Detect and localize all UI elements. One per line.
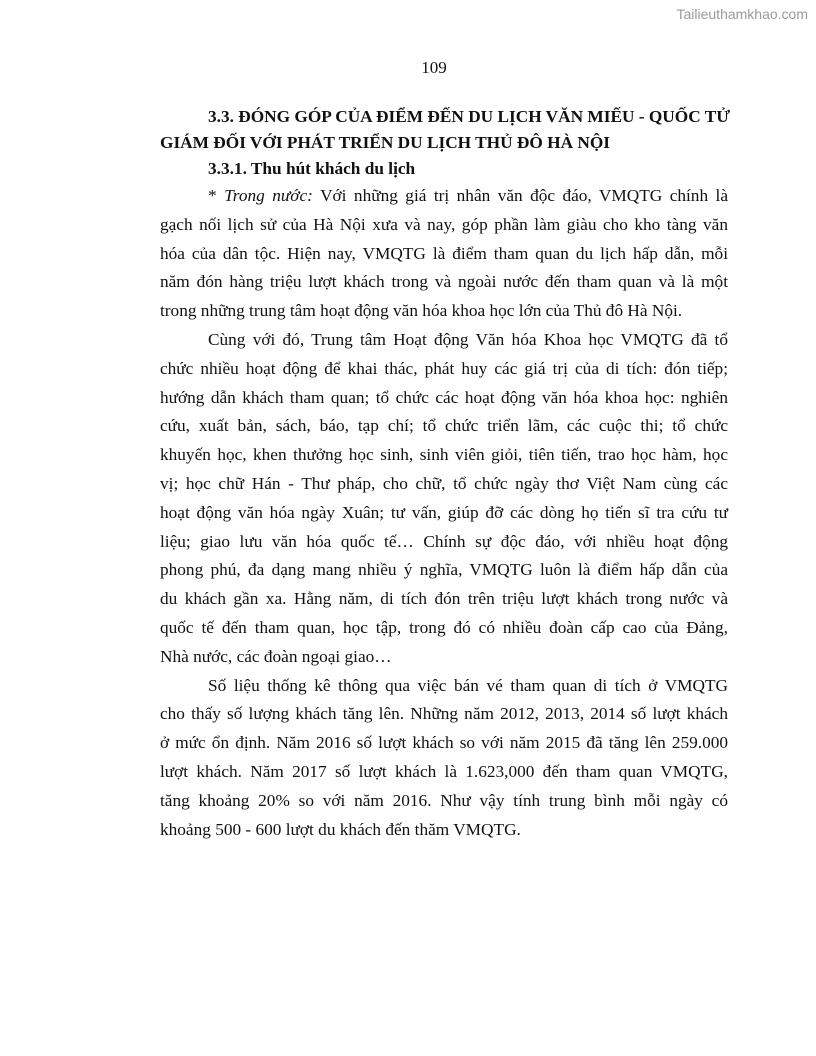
page-number: 109 — [421, 58, 447, 77]
paragraph-line: du khách gần xa. Hằng năm, di tích đón trên triệu lượt khách trong nước và — [160, 589, 728, 609]
paragraph-line: Số liệu thống kê thông qua việc bán vé tham quan di tích ở VMQTG — [208, 675, 728, 695]
lead-label: Trong nước: — [224, 186, 313, 205]
paragraph-line: cứu, xuất bản, sách, báo, tạp chí; tổ chức triển lãm, các cuộc thi; tổ chức — [160, 416, 728, 436]
paragraph-line: phong phú, đa dạng mang nhiều ý nghĩa, VMQTG luôn là điểm hấp dẫn của — [160, 560, 728, 580]
paragraph-line: hóa của dân tộc. Hiện nay, VMQTG là điểm tham quan du lịch hấp dẫn, mỗi — [160, 243, 728, 263]
paragraph-line: hoạt động văn hóa ngày Xuân; tư vấn, giúp đỡ các dòng họ tiến sĩ tra cứu tư — [160, 502, 728, 522]
line-text: Với những giá trị nhân văn độc đáo, VMQTG chính là — [320, 186, 729, 205]
paragraph-line: lượt khách. Năm 2017 số lượt khách là 1.623,000 đến tham quan VMQTG, — [160, 761, 728, 781]
paragraph-line: năm đón hàng triệu lượt khách trong và ngoài nước đến tham quan và là một — [160, 272, 728, 292]
paragraph-line: hướng dẫn khách tham quan; tổ chức các hoạt động văn hóa khoa học: nghiên — [160, 387, 728, 407]
paragraph-activities — [160, 326, 728, 672]
paragraph-line: liệu; giao lưu văn hóa quốc tế… Chính sự độc đáo, với nhiều hoạt động — [160, 531, 728, 551]
paragraph-line: * Trong nước: Với những giá trị nhân văn độc đáo, VMQTG chính là — [208, 186, 729, 205]
paragraph-line: cho thấy số lượng khách tăng lên. Những năm 2012, 2013, 2014 số lượt khách — [160, 704, 728, 724]
paragraph-line: gạch nối lịch sử của Hà Nội xưa và nay, góp phần làm giàu cho kho tàng văn — [160, 214, 728, 234]
paragraph-line: chức nhiều hoạt động để khai thác, phát huy các giá trị của di tích: đón tiếp; — [160, 358, 728, 378]
paragraph-line: tăng khoảng 20% so với năm 2016. Như vậy tính trung bình mỗi ngày có — [160, 790, 728, 810]
paragraph-line: khoảng 500 - 600 lượt du khách đến thăm VMQTG. — [160, 819, 521, 839]
paragraph-line: trong những trung tâm hoạt động văn hóa khoa học lớn của Thủ đô Hà Nội. — [160, 301, 683, 321]
paragraph-line: vị; học chữ Hán - Thư pháp, cho chữ, tổ chức ngày thơ Việt Nam cùng các — [160, 473, 728, 493]
paragraph-domestic — [160, 182, 728, 326]
paragraph-line: quốc tế đến tham quan, học tập, trong đó có nhiều đoàn cấp cao của Đảng, — [160, 617, 728, 637]
watermark: Tailieuthamkhao.com — [676, 6, 808, 22]
page-body — [160, 104, 728, 844]
paragraph-line: ở mức ổn định. Năm 2016 số lượt khách so với năm 2015 đã tăng lên 259.000 — [160, 733, 728, 753]
paragraph-statistics — [160, 672, 728, 845]
paragraph-line: Nhà nước, các đoàn ngoại giao… — [160, 646, 392, 666]
paragraph-line: Cùng với đó, Trung tâm Hoạt động Văn hóa Khoa học VMQTG đã tổ — [208, 329, 728, 349]
subsection-title: 3.3.1. Thu hút khách du lịch — [208, 159, 416, 178]
paragraph-line: khuyến học, khen thưởng học sinh, sinh viên giỏi, tiên tiến, trao học hàm, học — [160, 445, 728, 465]
section-title-line: 3.3. ĐÓNG GÓP CỦA ĐIỂM ĐẾN DU LỊCH VĂN MIẾU - QUỐC TỬ — [208, 107, 730, 126]
section-title-line: GIÁM ĐỐI VỚI PHÁT TRIỂN DU LỊCH THỦ ĐÔ HÀ NỘI — [160, 133, 611, 152]
